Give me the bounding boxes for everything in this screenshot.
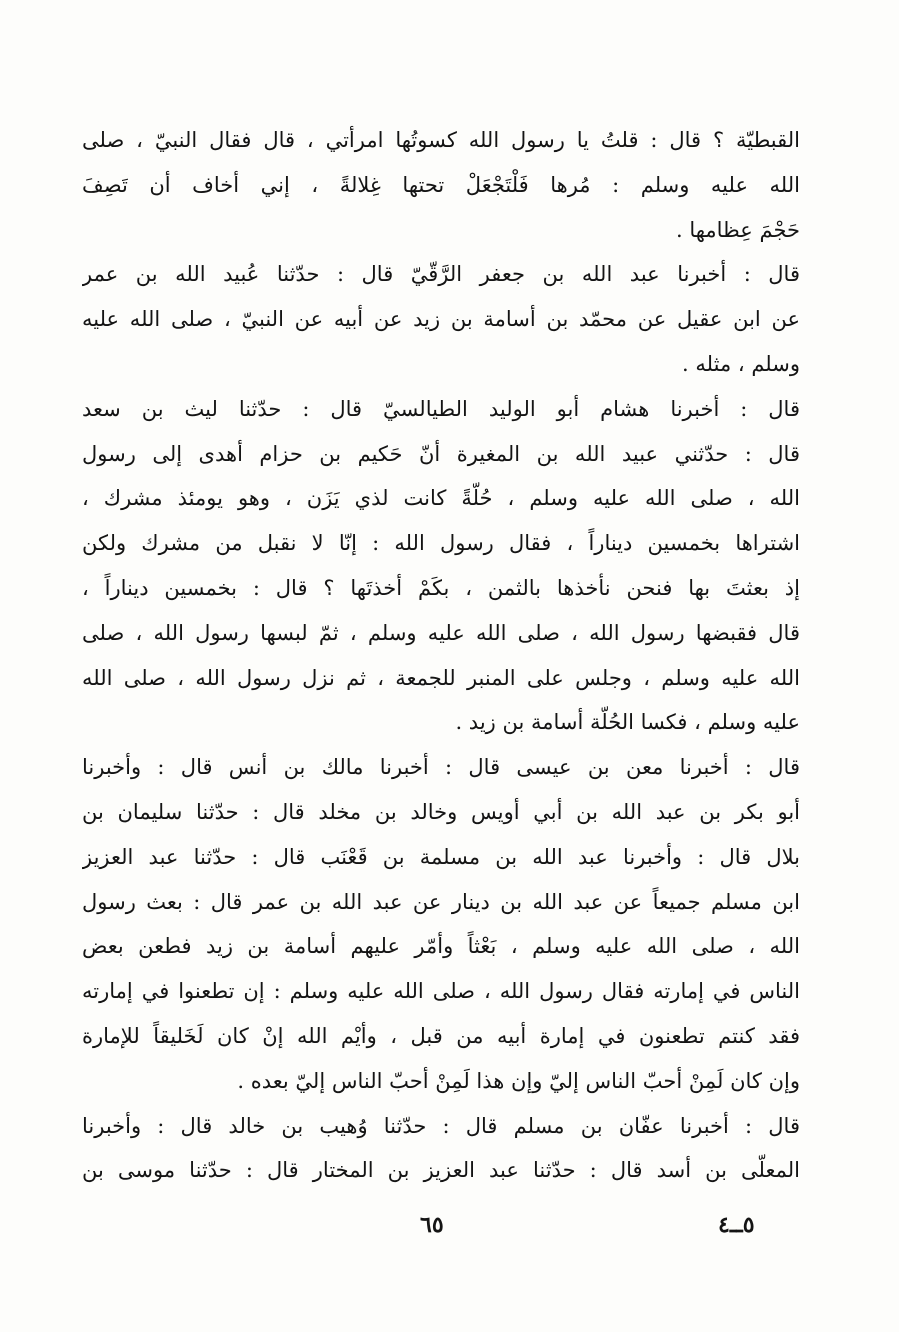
text-line: عليه وسلم ، فكسا الحُلّة أسامة بن زيد . [455,710,800,735]
text-line: قال : أخبرنا عبد الله بن جعفر الرَّقّيّ قال : حدّثنا عُبيد الله بن عمر [82,262,800,287]
text-line: وإن كان لَمِنْ أحبّ الناس إليّ وإن هذا لَمِنْ أحبّ الناس إليّ بعده . [237,1068,800,1093]
text-line: المعلّى بن أسد قال : حدّثنا عبد العزيز بن المختار قال : حدّثنا موسى بن [82,1158,800,1183]
text-line: ابن مسلم جميعاً عن عبد الله بن دينار عن عبد الله بن عمر قال : بعث رسول [82,889,800,914]
body-text [82,118,800,1193]
text-line: أبو بكر بن عبد الله بن أبي أويس وخالد بن مخلد قال : حدّثنا سليمان بن [82,799,800,824]
signature-mark: ٥ــ٤ [718,1212,755,1238]
text-line: القبطيّة ؟ قال : قلتُ يا رسول الله كسوتُها امرأتي ، قال فقال النبيّ ، صلى [82,128,800,152]
text-line: قال فقبضها رسول الله ، صلى الله عليه وسلم ، ثمّ لبسها رسول الله ، صلى [82,620,800,645]
text-line: الله عليه وسلم ، وجلس على المنبر للجمعة ، ثم نزل رسول الله ، صلى الله [82,665,800,690]
text-line: الله عليه وسلم : مُرها فَلْتَجْعَلْ تحتها غِلالةً ، إني أخاف أن تَصِفَ [82,172,800,197]
paragraph-1 [82,118,800,252]
text-line: حَجْمَ عِظامها . [675,217,800,242]
text-line: اشتراها بخمسين ديناراً ، فقال رسول الله : إنّا لا نقبل من مشرك ولكن [82,531,800,556]
page-footer [0,1212,899,1252]
text-line: الله ، صلى الله عليه وسلم ، حُلّةً كانت لذي يَزَن ، وهو يومئذ مشرك ، [82,486,800,511]
text-line: الناس في إمارته فقال رسول الله ، صلى الله عليه وسلم : إن تطعنوا في إمارته [82,979,800,1004]
paragraph-2 [82,252,800,386]
text-line: فقد كنتم تطعنون في إمارة أبيه من قبل ، وأيْم الله إنْ كان لَخَليقاً للإمارة [82,1023,800,1048]
text-line: الله ، صلى الله عليه وسلم ، بَعْثاً وأمّر عليهم أسامة بن زيد فطعن بعض [82,934,800,959]
text-line: وسلم ، مثله . [682,351,800,376]
paragraph-3 [82,387,800,745]
text-line: إذ بعثتَ بها فنحن نأخذها بالثمن ، بكَمْ أخذتَها ؟ قال : بخمسين ديناراً ، [82,575,800,600]
page-number: ٦٥ [420,1212,444,1238]
text-line: قال : أخبرنا معن بن عيسى قال : أخبرنا مالك بن أنس قال : وأخبرنا [82,755,800,780]
text-line: عن ابن عقيل عن محمّد بن أسامة بن زيد عن أبيه عن النبيّ ، صلى الله عليه [82,307,800,332]
paragraph-5 [82,1104,800,1194]
text-line: قال : حدّثني عبيد الله بن المغيرة أنّ حَكيم بن حزام أهدى إلى رسول [82,441,800,466]
paragraph-4 [82,745,800,1103]
text-line: قال : أخبرنا عفّان بن مسلم قال : حدّثنا وُهيب بن خالد قال : وأخبرنا [82,1113,800,1138]
text-line: بلال قال : وأخبرنا عبد الله بن مسلمة بن قَعْنَب قال : حدّثنا عبد العزيز [82,844,800,869]
text-line: قال : أخبرنا هشام أبو الوليد الطيالسيّ قال : حدّثنا ليث بن سعد [82,396,800,421]
